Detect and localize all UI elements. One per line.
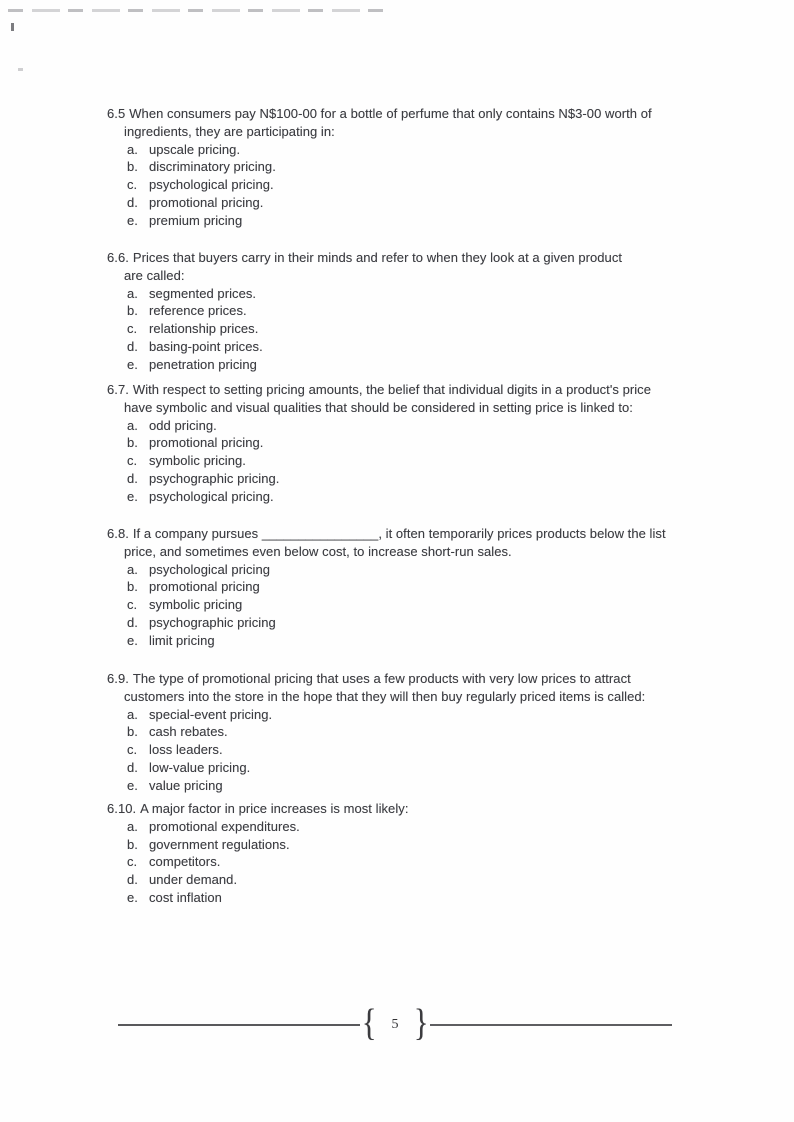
question-6-5 [107,105,757,230]
option-c [127,452,757,470]
option-b [127,434,757,452]
option-d [127,470,757,488]
option-e [127,356,757,374]
option-d [127,759,757,777]
option-text: loss leaders. [149,742,223,758]
footer-left-brace: { [362,1002,377,1044]
question-line-2: ingredients, they are participating in: [124,123,335,139]
option-letter: e. [127,488,138,504]
option-e [127,212,757,230]
question-number: 6.9. [107,671,129,686]
question-line-2: customers into the store in the hope that they will then buy regularly priced items is called: [124,688,646,704]
option-letter: d. [127,470,138,486]
question-number: 6.7. [107,382,129,397]
option-a [127,141,757,159]
option-text: special-event pricing. [149,706,273,722]
question-line-1 [107,525,757,543]
option-text: cash rebates. [149,724,228,740]
option-letter: e. [127,777,138,793]
option-text: discriminatory pricing. [149,159,276,175]
option-b [127,158,757,176]
footer-rule-left [118,1024,360,1026]
option-letter: b. [127,836,138,852]
question-line-2: have symbolic and visual qualities that should be considered in setting price is linked to: [124,399,633,415]
option-text: promotional pricing. [149,194,264,210]
option-text: promotional pricing [149,579,260,595]
question-6-7 [107,381,757,506]
question-line-1 [107,381,757,399]
option-text: limit pricing [149,632,215,648]
option-letter: d. [127,338,138,354]
option-a [127,561,757,579]
option-d [127,614,757,632]
option-letter: a. [127,141,138,157]
option-c [127,853,757,871]
option-text: promotional pricing. [149,435,264,451]
option-e [127,889,757,907]
question-text: With respect to setting pricing amounts, the belief that individual digits in a product's price [132,382,651,397]
option-b [127,302,757,320]
question-6-8 [107,525,757,650]
question-6-9 [107,670,757,795]
question-text: If a company pursues ________________, it often temporarily prices products below the list [132,526,666,541]
option-letter: c. [127,854,138,870]
question-text: When consumers pay N$100-00 for a bottle of perfume that only contains N$3-00 worth of [129,106,652,121]
option-text: psychological pricing. [149,177,274,193]
option-letter: c. [127,742,138,758]
option-letter: a. [127,818,138,834]
option-letter: a. [127,417,138,433]
option-b [127,723,757,741]
option-d [127,338,757,356]
option-letter: d. [127,614,138,630]
option-text: psychographic pricing [149,614,276,630]
option-letter: d. [127,872,138,888]
question-line-2: price, and sometimes even below cost, to increase short-run sales. [124,543,512,559]
option-letter: c. [127,597,138,613]
option-letter: b. [127,303,138,319]
option-text: cost inflation [149,889,222,905]
option-text: government regulations. [149,836,290,852]
option-letter: e. [127,632,138,648]
option-text: symbolic pricing [149,597,243,613]
question-6-6 [107,249,757,374]
question-text: The type of promotional pricing that uses a few products with very low prices to attract [132,671,631,686]
option-text: upscale pricing. [149,141,241,157]
option-letter: a. [127,285,138,301]
option-a [127,417,757,435]
option-c [127,741,757,759]
option-b [127,578,757,596]
option-c [127,596,757,614]
option-letter: b. [127,579,138,595]
scan-artifact-dashes [8,9,390,12]
option-text: basing-point prices. [149,338,263,354]
option-text: relationship prices. [149,321,259,337]
question-6-10 [107,800,757,907]
option-text: psychographic pricing. [149,470,280,486]
option-letter: d. [127,194,138,210]
option-letter: d. [127,759,138,775]
option-letter: a. [127,561,138,577]
question-line-1 [107,800,757,818]
question-number: 6.10. [107,801,137,816]
option-letter: e. [127,889,138,905]
option-letter: c. [127,177,138,193]
option-text: promotional expenditures. [149,818,300,834]
option-text: penetration pricing [149,356,257,372]
question-line-2: are called: [124,267,185,283]
option-c [127,320,757,338]
option-d [127,194,757,212]
option-letter: a. [127,706,138,722]
option-letter: c. [127,453,138,469]
question-line-1 [107,670,757,688]
page-number: 5 [391,1017,399,1032]
option-e [127,488,757,506]
option-text: segmented prices. [149,285,257,301]
option-text: under demand. [149,872,238,888]
option-text: value pricing [149,777,223,793]
option-letter: e. [127,356,138,372]
option-text: reference prices. [149,303,247,319]
option-letter: e. [127,212,138,228]
option-text: competitors. [149,854,221,870]
option-a [127,818,757,836]
option-c [127,176,757,194]
question-line-1 [107,249,757,267]
option-d [127,871,757,889]
page-footer [118,1002,672,1045]
option-text: premium pricing [149,212,243,228]
option-text: symbolic pricing. [149,453,246,469]
option-text: psychological pricing. [149,488,274,504]
question-number: 6.5 [107,106,126,121]
option-text: low-value pricing. [149,759,251,775]
option-text: psychological pricing [149,561,271,577]
option-a [127,706,757,724]
question-number: 6.8. [107,526,129,541]
question-text: Prices that buyers carry in their minds and refer to when they look at a given product [132,250,623,265]
option-e [127,777,757,795]
question-line-1 [107,105,757,123]
option-letter: b. [127,724,138,740]
question-text: A major factor in price increases is most likely: [140,801,409,816]
option-text: odd pricing. [149,417,217,433]
footer-right-brace: } [413,1002,428,1044]
question-number: 6.6. [107,250,129,265]
option-e [127,632,757,650]
option-b [127,836,757,854]
scan-artifact-dot [18,68,23,71]
footer-rule-right [430,1024,672,1026]
option-letter: b. [127,159,138,175]
option-letter: b. [127,435,138,451]
option-a [127,285,757,303]
option-letter: c. [127,321,138,337]
scan-artifact-tick [11,23,14,31]
